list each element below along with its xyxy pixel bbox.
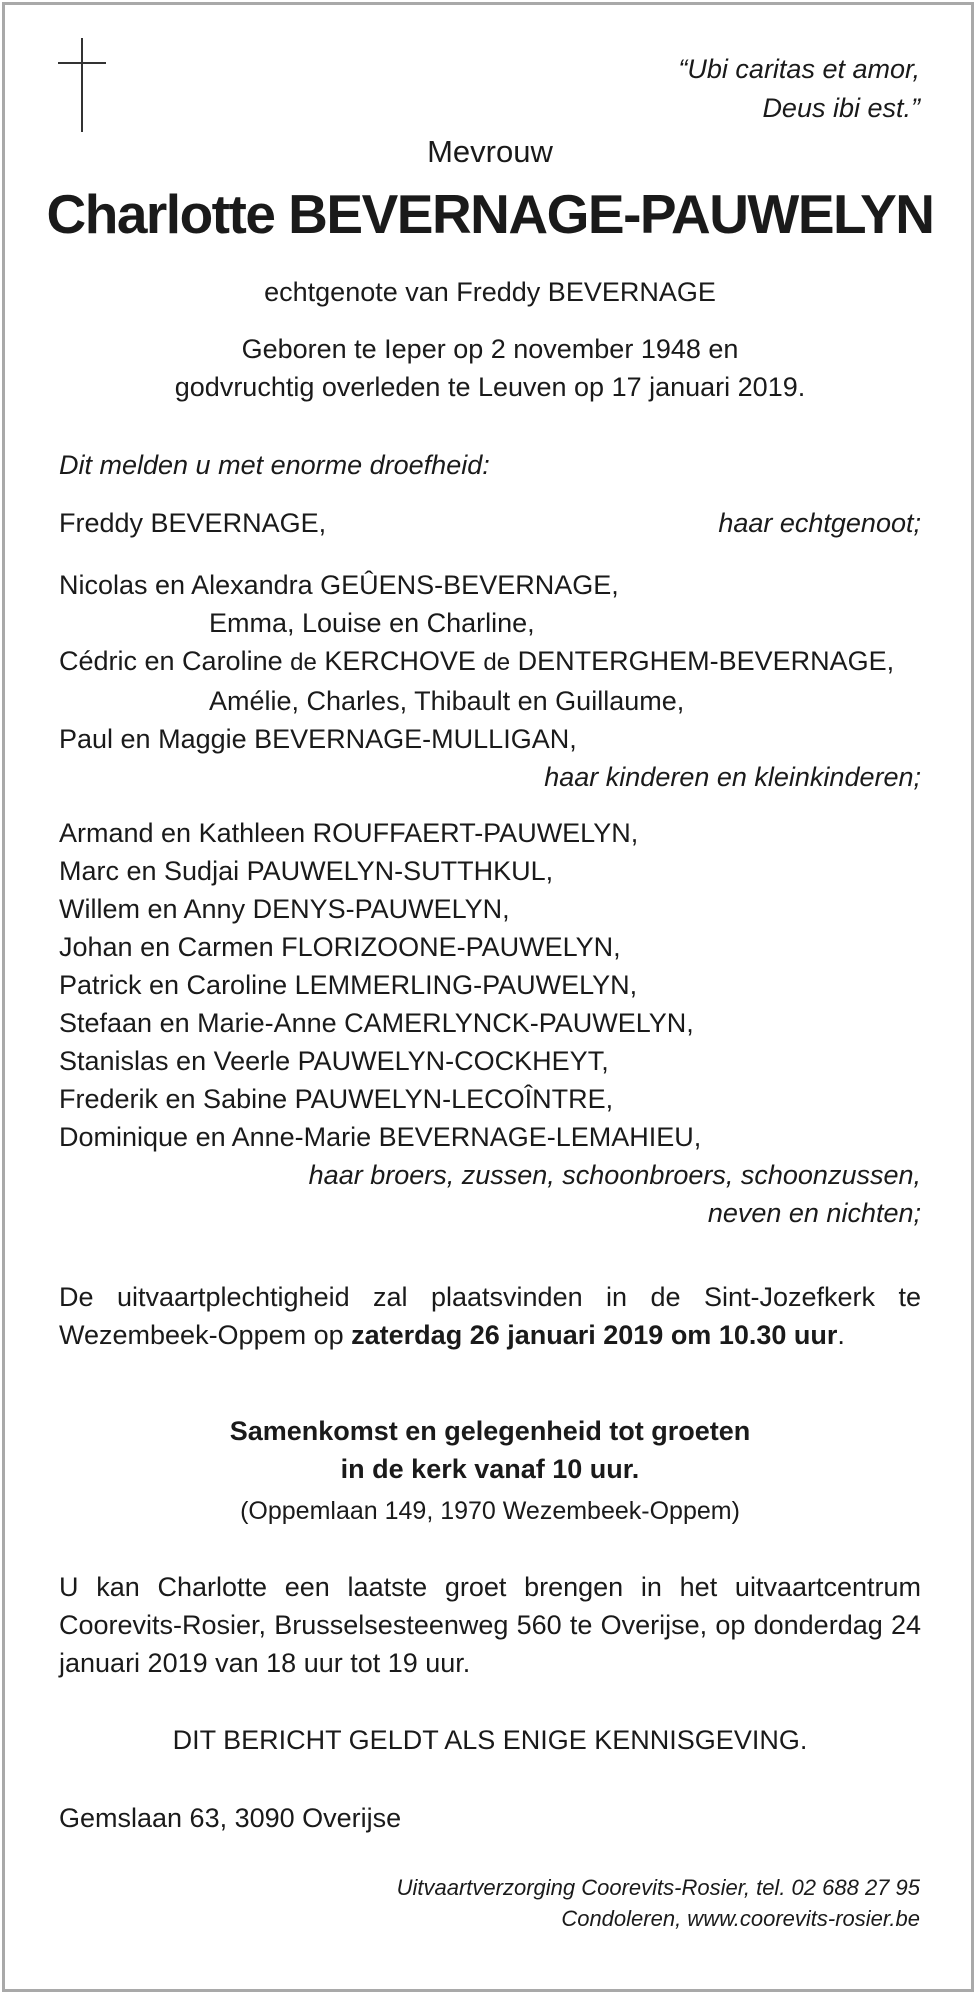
intro-text: Dit melden u met enorme droefheid:	[59, 450, 490, 480]
gathering-info	[0, 1412, 980, 1488]
spouse-name: Freddy BEVERNAGE,	[59, 508, 327, 538]
list-item: Amélie, Charles, Thibault en Guillaume,	[209, 686, 685, 716]
birth-death-details	[0, 330, 980, 406]
list-item: Marc en Sudjai PAUWELYN-SUTTHKUL,	[59, 856, 554, 886]
visitation-text: U kan Charlotte een laatste groet brengen in het uitvaartcentrum Coorevits-Rosier, Brusselsesteenweg 560 te Overijse, op donderdag 24 januari 2019 van 18 uur tot 19 uur.	[59, 1572, 921, 1678]
list-item: Frederik en Sabine PAUWELYN-LECOÎNTRE,	[59, 1084, 614, 1114]
spouse-line: echtgenote van Freddy BEVERNAGE	[264, 277, 716, 307]
quote-line-2: Deus ibi est.”	[762, 93, 920, 123]
list-item: Stanislas en Veerle PAUWELYN-COCKHEYT,	[59, 1046, 609, 1076]
deceased-name: Charlotte BEVERNAGE-PAUWELYN	[46, 183, 934, 245]
list-item: Nicolas en Alexandra GEÛENS-BEVERNAGE,	[59, 570, 619, 600]
funeral-home-footer	[397, 1872, 920, 1934]
ceremony-date: zaterdag 26 januari 2019 om 10.30 uur	[351, 1320, 838, 1350]
list-item: Paul en Maggie BEVERNAGE-MULLIGAN,	[59, 724, 577, 754]
home-address: Gemslaan 63, 3090 Overijse	[59, 1803, 402, 1833]
gathering-line-1: Samenkomst en gelegenheid tot groeten	[229, 1416, 751, 1446]
born-line-2: godvruchtig overleden te Leuven op 17 januari 2019.	[174, 372, 806, 402]
list-item: Johan en Carmen FLORIZOONE-PAUWELYN,	[59, 932, 621, 962]
list-item: Dominique en Anne-Marie BEVERNAGE-LEMAHIEU,	[59, 1122, 702, 1152]
children-list	[59, 566, 921, 796]
list-item: Patrick en Caroline LEMMERLING-PAUWELYN,	[59, 970, 638, 1000]
children-relation: haar kinderen en kleinkinderen;	[544, 762, 921, 792]
siblings-list	[59, 814, 921, 1232]
spouse-relation: haar echtgenoot;	[718, 508, 921, 538]
ceremony-text: De uitvaartplechtigheid zal plaatsvinden in de Sint-Jozefkerk te Wezembeek-Oppem op zaterdag 26 januari 2019 om 10.30 uur.	[59, 1282, 921, 1350]
siblings-relation-2: neven en nichten;	[707, 1198, 921, 1228]
salutation: Mevrouw	[427, 134, 553, 169]
list-item: Armand en Kathleen ROUFFAERT-PAUWELYN,	[59, 818, 639, 848]
spouse-row	[59, 504, 921, 542]
latin-quote	[678, 50, 920, 128]
gathering-line-2: in de kerk vanaf 10 uur.	[340, 1454, 640, 1484]
list-item: Emma, Louise en Charline,	[209, 608, 535, 638]
footer-line-2: Condoleren, www.coorevits-rosier.be	[561, 1906, 920, 1931]
list-item: Cédric en Caroline de KERCHOVE de DENTERGHEM-BEVERNAGE,	[59, 646, 895, 676]
notice-text: DIT BERICHT GELDT ALS ENIGE KENNISGEVING.	[172, 1725, 808, 1755]
born-line-1: Geboren te Ieper op 2 november 1948 en	[241, 334, 739, 364]
list-item: Stefaan en Marie-Anne CAMERLYNCK-PAUWELYN,	[59, 1008, 694, 1038]
list-item: Willem en Anny DENYS-PAUWELYN,	[59, 894, 510, 924]
footer-line-1: Uitvaartverzorging Coorevits-Rosier, tel. 02 688 27 95	[396, 1875, 920, 1900]
quote-line-1: “Ubi caritas et amor,	[678, 54, 920, 84]
siblings-relation-1: haar broers, zussen, schoonbroers, schoonzussen,	[308, 1160, 921, 1190]
church-address: (Oppemlaan 149, 1970 Wezembeek-Oppem)	[240, 1497, 740, 1525]
